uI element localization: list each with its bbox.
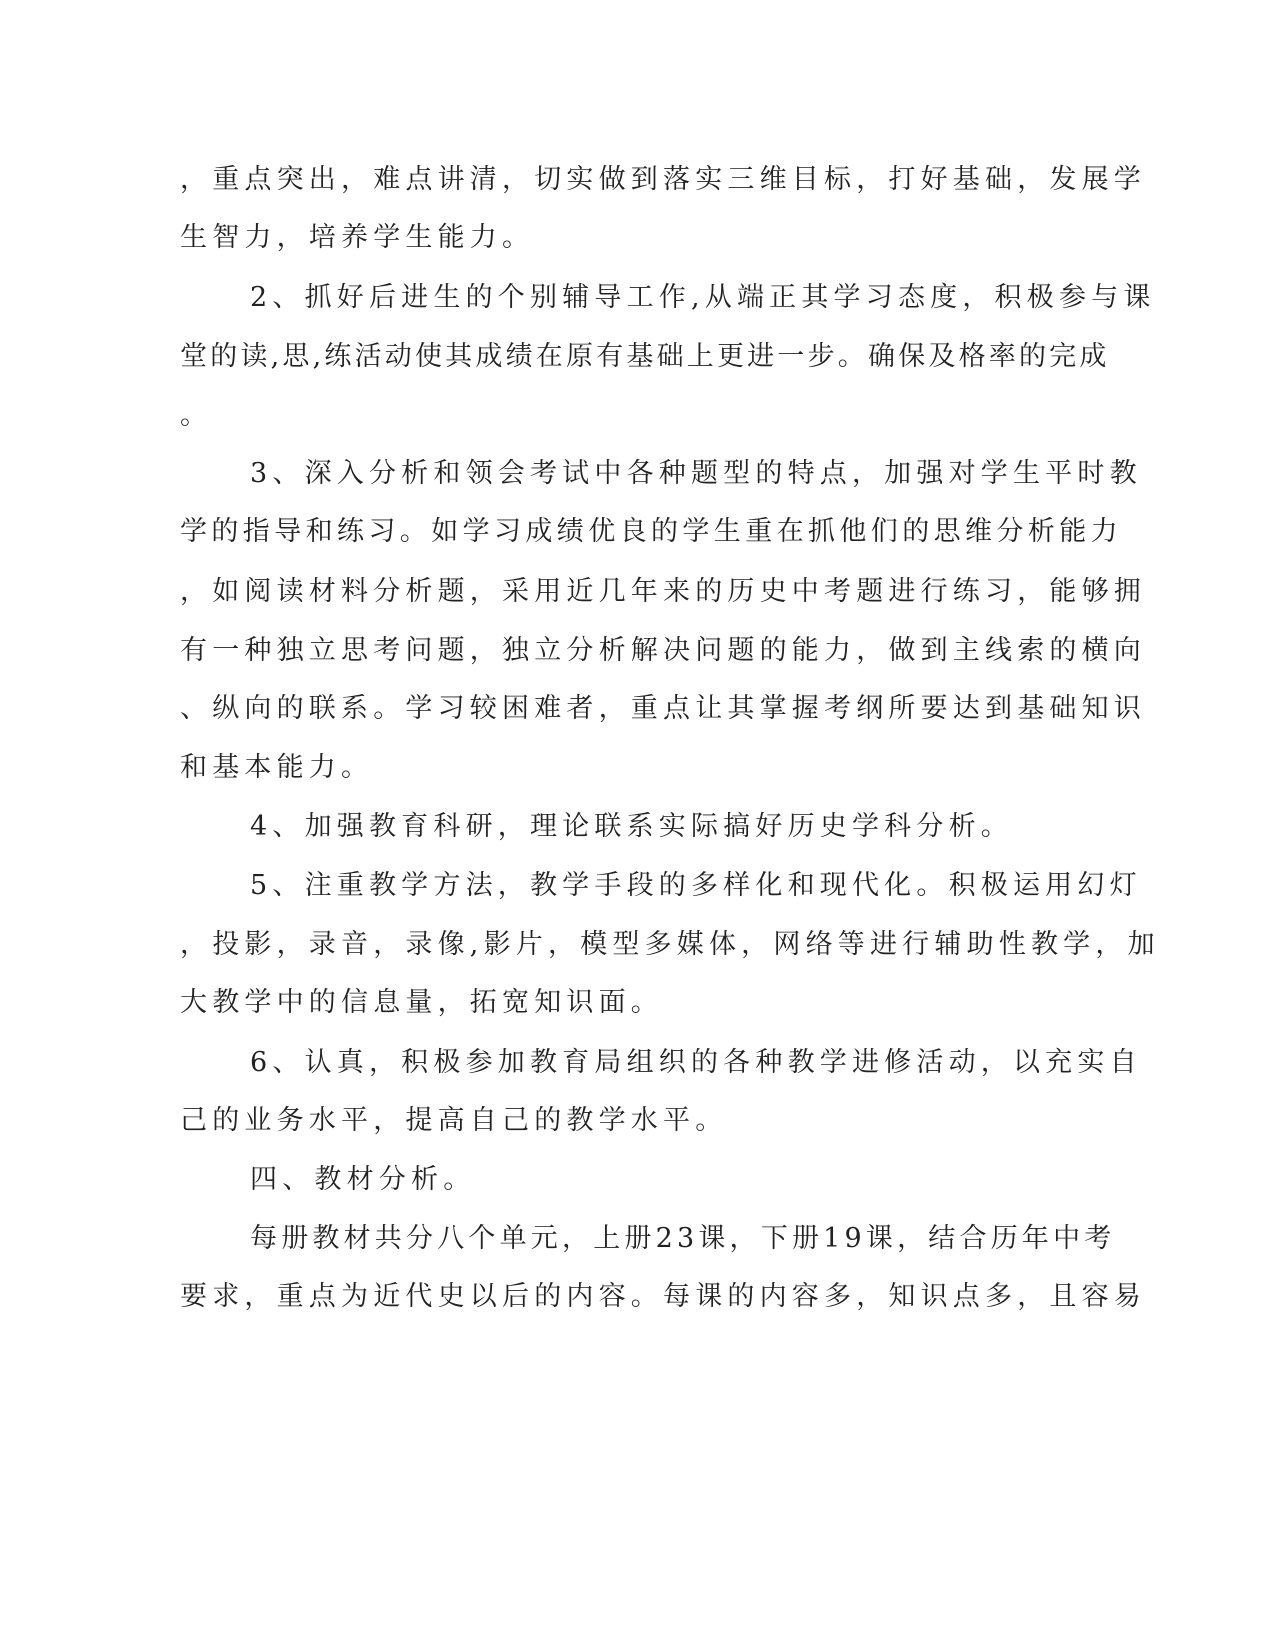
text-line: 2、抓好后进生的个别辅导工作,从端正其学习态度，积极参与课 xyxy=(250,282,1156,313)
text-line: 己的业务水平，提高自己的教学水平。 xyxy=(180,1105,728,1136)
text-line: 5、注重教学方法，教学手段的多样化和现代化。积极运用幻灯 xyxy=(250,870,1142,901)
text-line: 、纵向的联系。学习较困难者，重点让其掌握考纲所要达到基础知识 xyxy=(180,693,1146,724)
text-line: ，重点突出，难点讲清，切实做到落实三维目标，打好基础，发展学 xyxy=(180,164,1146,195)
text-line: 学的指导和练习。如学习成绩优良的学生重在抓他们的思维分析能力 xyxy=(180,516,1122,547)
text-line: 4、加强教育科研，理论联系实际搞好历史学科分析。 xyxy=(250,811,1013,842)
text-line: 每册教材共分八个单元，上册23课，下册19课，结合历年中考 xyxy=(250,1223,1116,1254)
text-line: 堂的读,思,练活动使其成绩在原有基础上更进一步。确保及格率的完成 xyxy=(180,341,1110,372)
text-line: 生智力，培养学生能力。 xyxy=(180,222,535,253)
text-line: ，投影，录音，录像,影片，模型多媒体，网络等进行辅助性教学，加 xyxy=(180,929,1160,960)
text-line: 3、深入分析和领会考试中各种题型的特点，加强对学生平时教 xyxy=(250,458,1142,489)
text-line: ，如阅读材料分析题，采用近几年来的历史中考题进行练习，能够拥 xyxy=(180,576,1146,607)
text-line: 。 xyxy=(180,400,213,431)
section-heading: 四、教材分析。 xyxy=(250,1164,476,1195)
text-line: 和基本能力。 xyxy=(180,752,374,783)
text-line: 有一种独立思考问题，独立分析解决问题的能力，做到主线索的横向 xyxy=(180,635,1146,666)
text-line: 要求，重点为近代史以后的内容。每课的内容多，知识点多，且容易 xyxy=(180,1281,1146,1312)
text-line: 6、认真，积极参加教育局组织的各种教学进修活动，以充实自 xyxy=(250,1047,1142,1078)
text-line: 大教学中的信息量，拓宽知识面。 xyxy=(180,987,663,1018)
